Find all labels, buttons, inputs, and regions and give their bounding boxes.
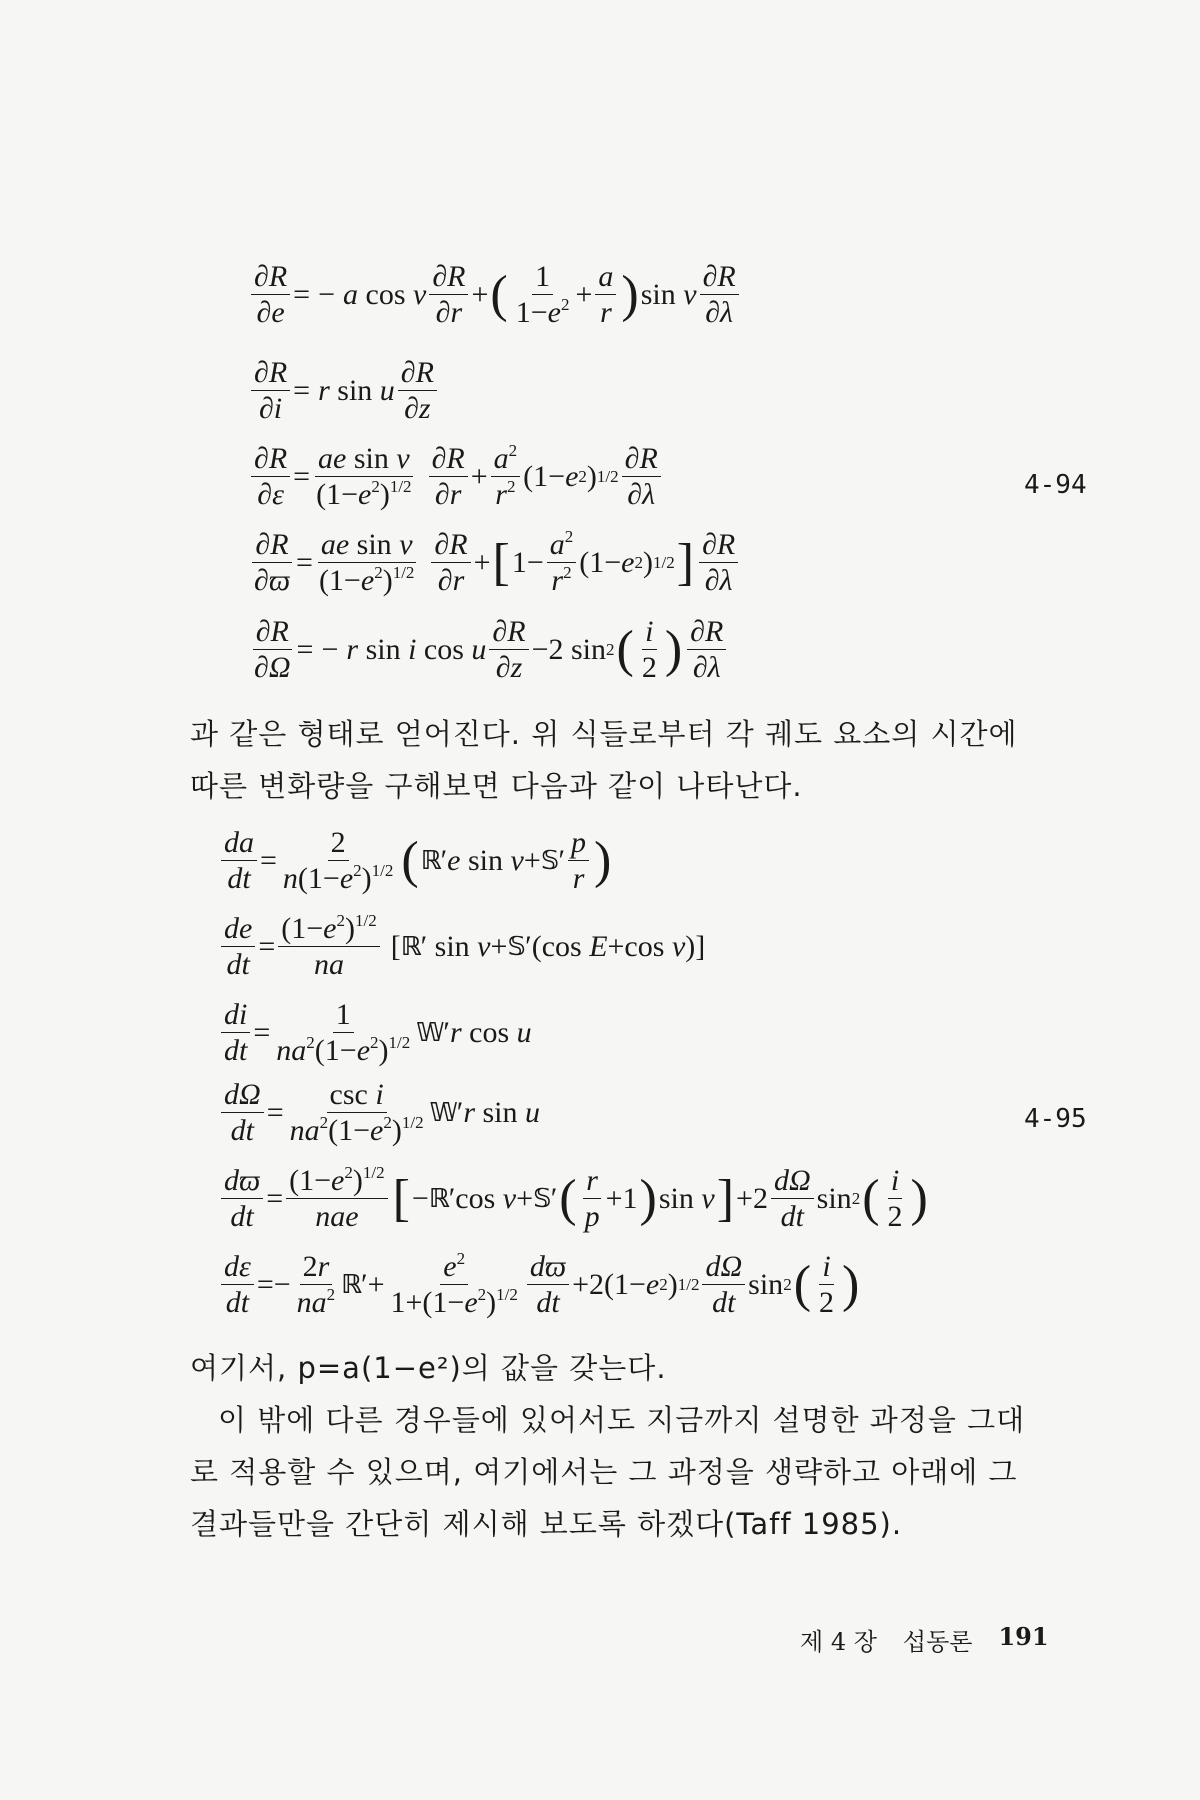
paragraph-line: 과 같은 형태로 얻어진다. 위 식들로부터 각 궤도 요소의 시간에 xyxy=(190,717,1018,751)
paragraph-line: 여기서, p=a(1−e²)의 값을 갖는다. xyxy=(190,1351,667,1385)
equation-number-95: 4-95 xyxy=(1024,1104,1087,1134)
paragraph-line: 따른 변화량을 구해보면 다음과 같이 나타난다. xyxy=(190,769,803,803)
equation-94-1: $\frac{\partial R}{\partial e}$ = − a cos ν $\frac{\partial R}{\partial r}$ + ( $\frac{1}{1-e^2}$ + $\frac{a}{r}$ ) sin ν $\frac{\partial R}{\partial\lambda}$ xyxy=(248,262,742,328)
equation-number-94: 4-94 xyxy=(1024,470,1087,500)
equation-95-2: $\frac{de}{dt}$ = $\frac{(1-e^2)^{1/2}}{na}$ [ ℝ ′ sin ν + 𝕊 ′(cos E +cos ν )] xyxy=(218,914,705,980)
equation-94-2: $\frac{\partial R}{\partial i}$ = r sin u $\frac{\partial R}{\partial z}$ xyxy=(248,358,440,424)
page-number: 191 xyxy=(998,1622,1049,1651)
equation-95-5: $\frac{dϖ}{dt}$ = $\frac{(1-e^2)^{1/2}}{\text{nae}}$ [ − ℝ ′cos ν + 𝕊 ′ ( $\frac{r}{p}$ +1 ) sin ν ] +2 $\frac{d\Omega}{dt}$ sin 2 ( $\frac{i}{2}$ ) xyxy=(218,1166,930,1232)
equation-95-4: $\frac{d\Omega}{dt}$ = $\frac{\text{csc i}}{na^2(1-e^2)^{1/2}}$ 𝕎 ′ r sin u xyxy=(218,1080,540,1146)
paragraph-line: 로 적용할 수 있으며, 여기에서는 그 과정을 생략하고 아래에 그 xyxy=(190,1455,1018,1489)
chapter-title: 섭동론 xyxy=(902,1628,973,1656)
chapter-label: 제 4 장 xyxy=(800,1628,877,1656)
equation-95-1: $\frac{da}{dt}$ = $\frac{2}{n(1-e^2)^{1/2}}$ ( ℝ ′ e sin ν + 𝕊 ′ $\frac{p}{r}$ ) xyxy=(218,828,613,894)
equation-95-6: $\frac{d\varepsilon}{dt}$ = − $\frac{2r}{na^2}$ ℝ ′+ $\frac{e^2}{1+(1-e^2)^{1/2}}$ $\frac{dϖ}{dt}$ +2(1− e 2 ) 1/2 $\frac{d\Omega}{dt}$ sin 2 ( $\frac{i}{2}$ ) xyxy=(218,1252,861,1318)
equation-94-5: $\frac{\partial R}{\partial\Omega}$ = − r sin i cos u $\frac{\partial R}{\partial z}$ −2 sin 2 ( $\frac{i}{2}$ ) $\frac{\partial R}{\partial\lambda}$ xyxy=(248,617,729,683)
equation-94-3: $\frac{\partial R}{\partial\varepsilon}$ = $\frac{\text{ae sin ν}}{(1-e^2)^{1/2}}$ $\frac{\partial R}{\partial r}$ + $\frac{a^2}{r^2}$ (1− e 2 ) 1/2 $\frac{\partial R}{\partial\lambda}$ xyxy=(248,444,664,510)
paragraph-line: 이 밖에 다른 경우들에 있어서도 지금까지 설명한 과정을 그대 xyxy=(218,1403,1026,1437)
page-footer xyxy=(800,1622,1049,1657)
paragraph-line: 결과들만을 간단히 제시해 보도록 하겠다(Taff 1985). xyxy=(190,1507,903,1541)
equation-95-3: $\frac{di}{dt}$ = $\frac{1}{na^2(1-e^2)^{1/2}}$ 𝕎 ′ r cos u xyxy=(218,1000,532,1066)
equation-94-4: $\frac{\partial R}{\partial ϖ}$ = $\frac{\text{ae sin ν}}{(1-e^2)^{1/2}}$ $\frac{\partial R}{\partial r}$ + [ 1− $\frac{a^2}{r^2}$ (1− e 2 ) 1/2 ] $\frac{\partial R}{\partial\lambda}$ xyxy=(248,530,741,596)
